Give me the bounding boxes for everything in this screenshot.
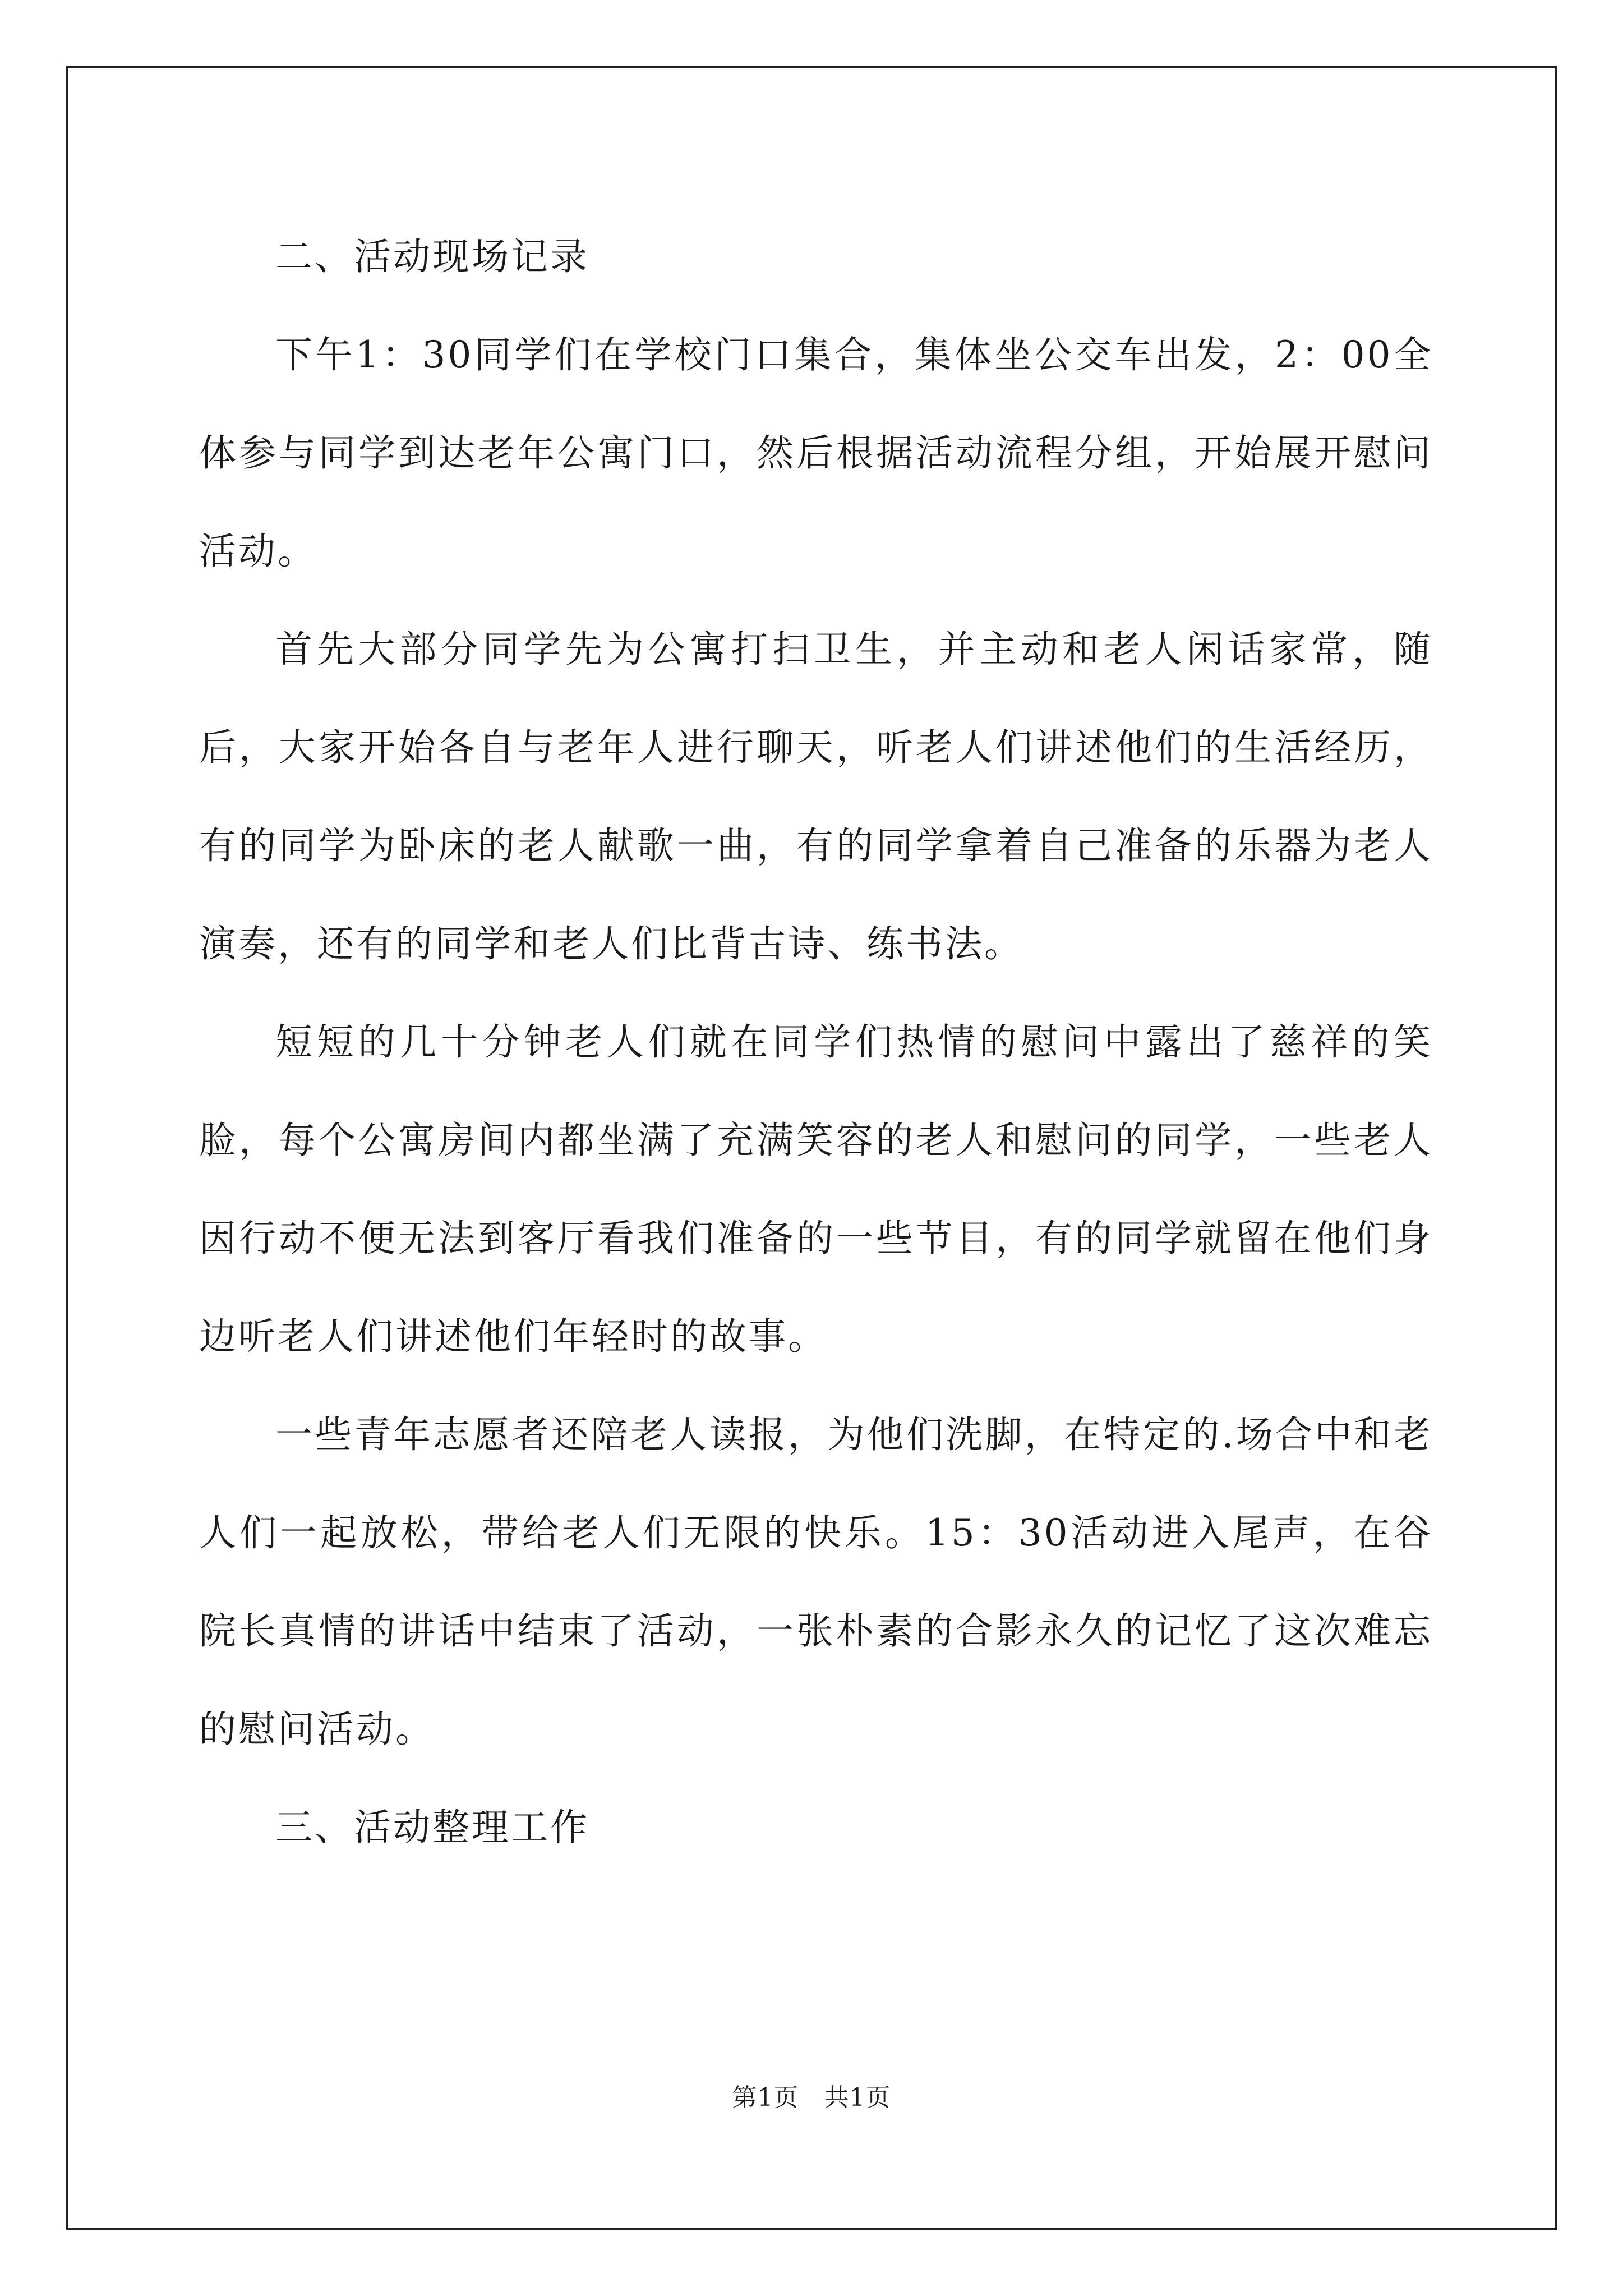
paragraph-ending: 一些青年志愿者还陪老人读报，为他们洗脚，在特定的.场合中和老人们一起放松，带给老人们无限的快乐。15：30活动进入尾声，在谷院长真情的讲话中结束了活动，一张朴素的合影永久的记忆了这次难忘的慰问活动。	[199, 1413, 1433, 1751]
document-body	[199, 208, 1433, 1876]
section-heading-wrap-up: 三、活动整理工作	[275, 1806, 589, 1849]
page-footer: 第1页 共1页	[732, 2083, 891, 2112]
paragraph-cleaning-and-chatting: 首先大部分同学先为公寓打扫卫生，并主动和老人闲话家常，随后，大家开始各自与老年人进行聊天，听老人们讲述他们的生活经历，有的同学为卧床的老人献歌一曲，有的同学拿着自己准备的乐器为老人演奏，还有的同学和老人们比背古诗、练书法。	[199, 628, 1433, 965]
paragraph-smiles: 短短的几十分钟老人们就在同学们热情的慰问中露出了慈祥的笑脸，每个公寓房间内都坐满了充满笑容的老人和慰问的同学，一些老人因行动不便无法到客厅看我们准备的一些节目，有的同学就留在他们身边听老人们讲述他们年轻时的故事。	[199, 1020, 1433, 1358]
section-heading-activity-record: 二、活动现场记录	[275, 235, 589, 278]
paragraph-assembly: 下午1：30同学们在学校门口集合，集体坐公交车出发，2：00全体参与同学到达老年公寓门口，然后根据活动流程分组，开始展开慰问活动。	[199, 333, 1433, 573]
